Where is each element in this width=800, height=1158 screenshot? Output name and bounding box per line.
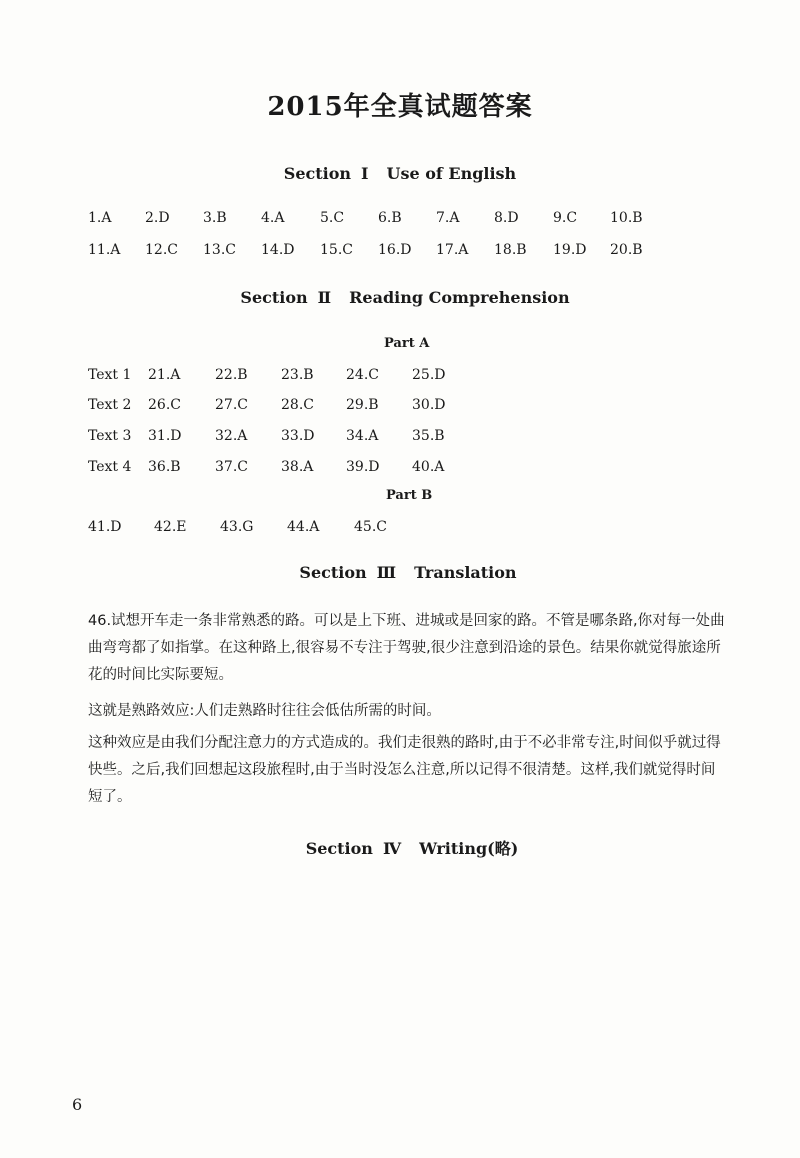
answer: 35.B [412, 428, 445, 444]
answer: 3.B [203, 210, 227, 226]
answer: 25.D [412, 367, 446, 383]
answer: 43.G [220, 519, 254, 535]
section-3-name: Translation [414, 563, 517, 582]
answer: 11.A [88, 242, 121, 258]
answer: 40.A [412, 459, 445, 475]
answer: 31.D [148, 428, 182, 444]
answer: 37.C [215, 459, 248, 475]
section-2-name: Reading Comprehension [349, 288, 570, 307]
section-4-heading [0, 836, 800, 859]
section-1-heading [0, 164, 800, 183]
answer: 42.E [154, 519, 187, 535]
answer: 12.C [145, 242, 178, 258]
section-1-label: Section [283, 164, 352, 183]
answer: 38.A [281, 459, 314, 475]
translation-paragraph-3: 这种效应是由我们分配注意力的方式造成的。我们走很熟的路时,由于不必非常专注,时间似乎就过得快些。之后,我们回想起这段旅程时,由于当时没怎么注意,所以记得不很清楚。这样,我们就觉得时间短了。 [88, 735, 721, 805]
section-1-name: Use of English [386, 164, 517, 183]
answer: 4.A [261, 210, 285, 226]
text-label: Text 3 [88, 428, 132, 444]
answer: 39.D [346, 459, 380, 475]
answer: 19.D [553, 242, 587, 258]
section-3-num: Ⅲ [376, 563, 397, 582]
answer: 14.D [261, 242, 295, 258]
answer: 29.B [346, 397, 379, 413]
answer: 36.B [148, 459, 181, 475]
answer: 41.D [88, 519, 122, 535]
section-4-num: Ⅳ [382, 839, 402, 858]
answer: 44.A [287, 519, 320, 535]
answer: 5.C [320, 210, 345, 226]
section-1-num: Ⅰ [361, 164, 369, 183]
answer: 20.B [610, 242, 643, 258]
answer: 23.B [281, 367, 314, 383]
answer: 34.A [346, 428, 379, 444]
text-label: Text 1 [88, 367, 132, 383]
section-4-name: Writing(略) [419, 839, 519, 858]
section-3-heading [0, 563, 800, 582]
section-3-label: Section [299, 563, 367, 582]
answer: 33.D [281, 428, 315, 444]
page-number: 6 [72, 1095, 83, 1114]
answer: 24.C [346, 367, 379, 383]
section-4-label: Section [305, 839, 373, 858]
answer: 16.D [378, 242, 412, 258]
answer: 7.A [436, 210, 460, 226]
section-2-heading [0, 288, 800, 307]
answer: 13.C [203, 242, 236, 258]
section-2-label: Section [240, 288, 308, 307]
answer: 26.C [148, 397, 181, 413]
answer: 8.D [494, 210, 519, 226]
page-title: 2015年全真试题答案 [267, 92, 533, 122]
answer: 27.C [215, 397, 248, 413]
answer: 17.A [436, 242, 469, 258]
answer: 9.C [553, 210, 578, 226]
answer: 32.A [215, 428, 248, 444]
answer: 2.D [145, 210, 170, 226]
answer: 28.C [281, 397, 314, 413]
text-label: Text 2 [88, 397, 132, 413]
answer: 45.C [354, 519, 387, 535]
answer: 22.B [215, 367, 248, 383]
part-b-label: Part B [386, 488, 433, 503]
answer: 10.B [610, 210, 643, 226]
translation-paragraph-1: 46.试想开车走一条非常熟悉的路。可以是上下班、进城或是回家的路。不管是哪条路,你对每一处曲曲弯弯都了如指掌。在这种路上,很容易不专注于驾驶,很少注意到沿途的景色。结果你就觉得旅途所花的时间比实际要短。 [88, 613, 725, 683]
translation-paragraph-2: 这就是熟路效应:人们走熟路时往往会低估所需的时间。 [88, 703, 441, 719]
section-2-num: Ⅱ [317, 288, 332, 307]
text-label: Text 4 [88, 459, 132, 475]
part-a-label: Part A [384, 336, 430, 351]
answer: 6.B [378, 210, 402, 226]
answer: 1.A [88, 210, 112, 226]
answer: 15.C [320, 242, 353, 258]
answer: 18.B [494, 242, 527, 258]
answer: 21.A [148, 367, 181, 383]
answer: 30.D [412, 397, 446, 413]
